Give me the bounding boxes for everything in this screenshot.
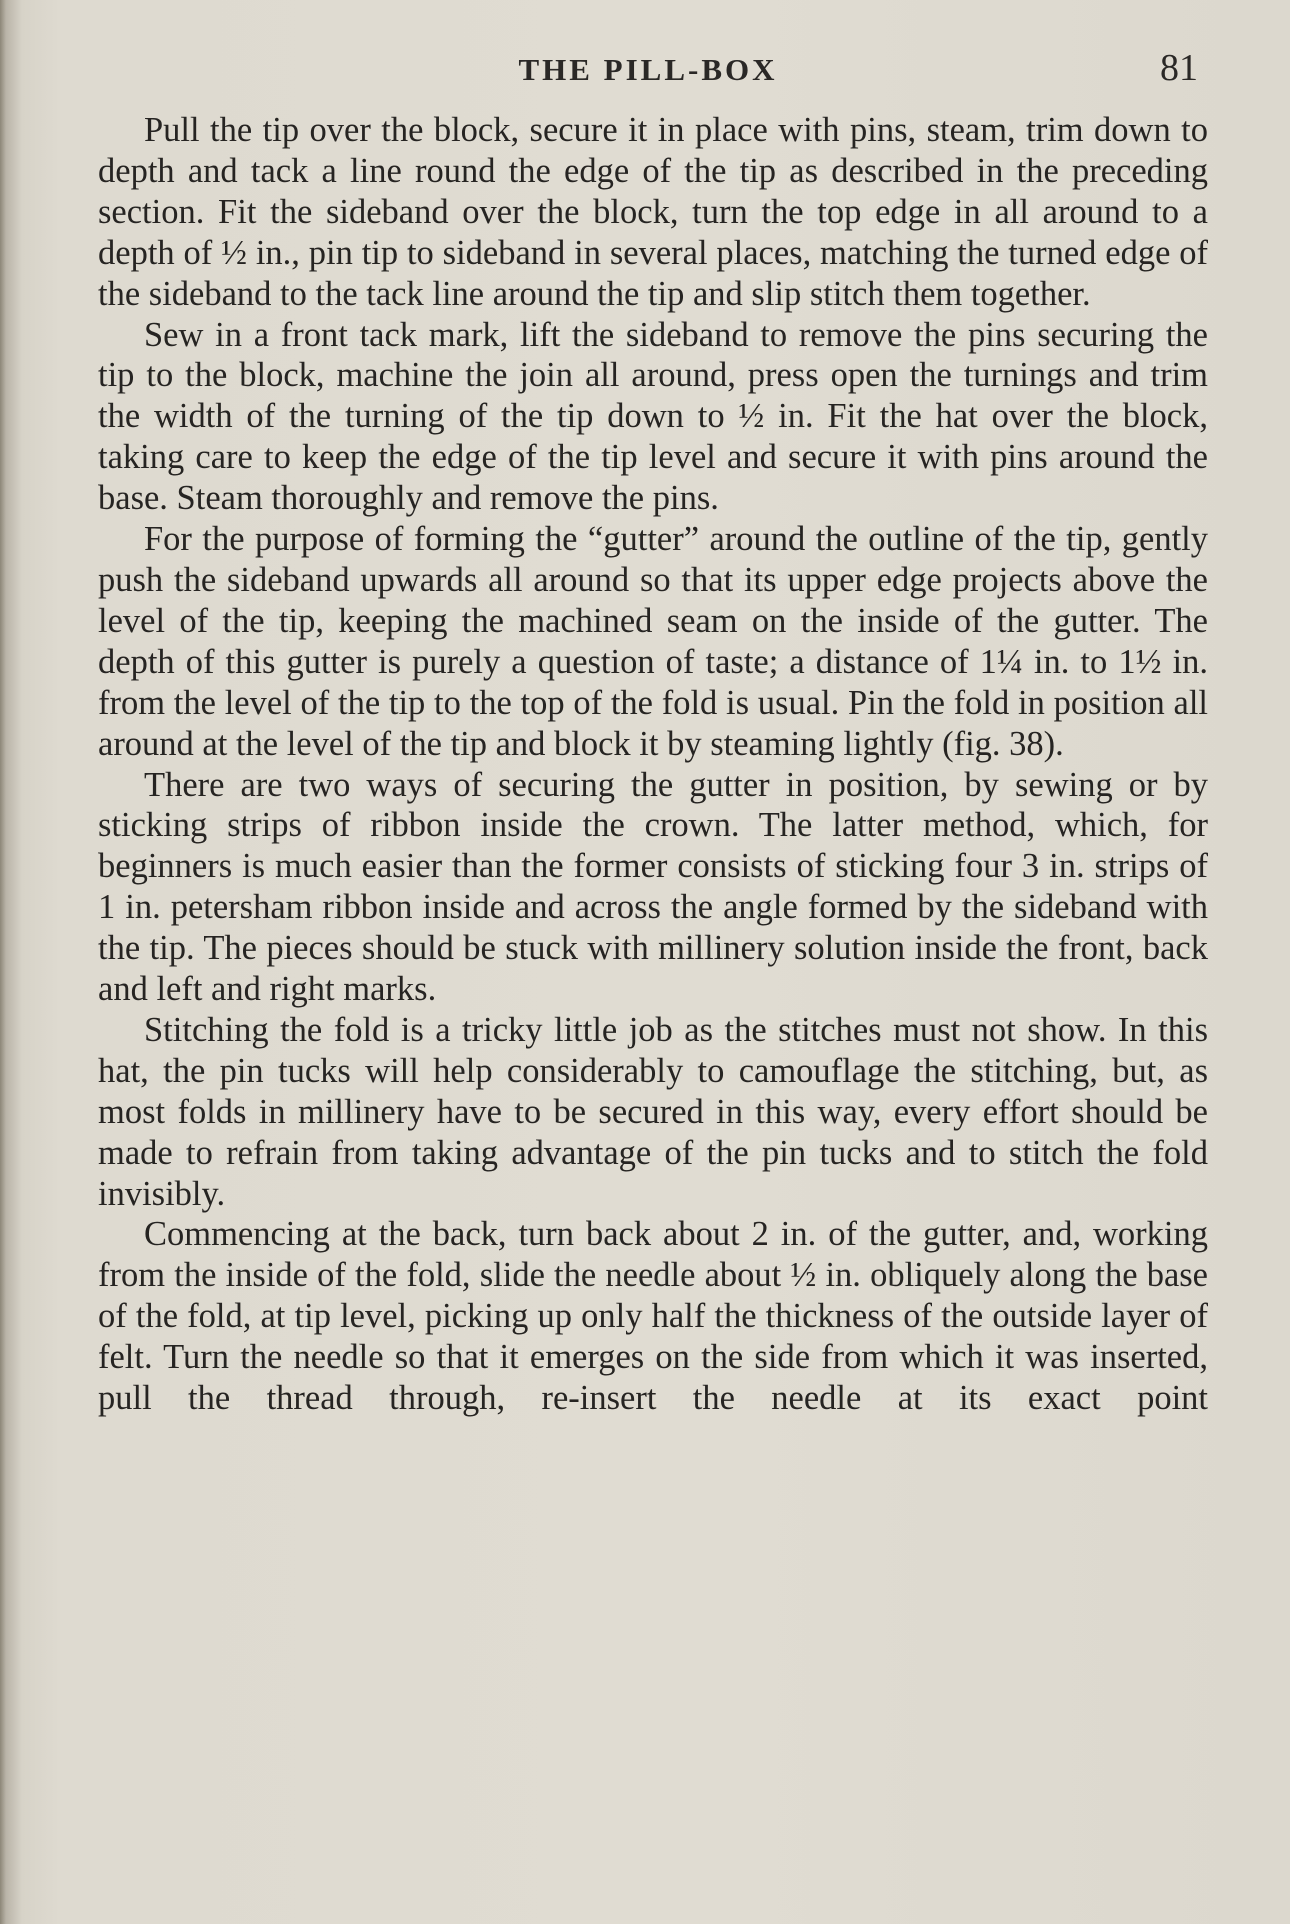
paragraph: For the purpose of forming the “gutter” around the outline of the tip, gently push the sideband upwards all around so that its upper edge projects above the level of the tip, keeping the machined seam on the inside of the gutter. The depth of this gutter is purely a question of taste; a distance of 1¼ in. to 1½ in. from the level of the tip to the top of the fold is usual. Pin the fold in position all around at the level of the tip and block it by steaming lightly (fig. 38). (98, 520, 1208, 763)
page-number: 81 (1160, 47, 1198, 89)
running-title: THE PILL-BOX (518, 52, 778, 87)
body-text (98, 110, 1208, 1419)
running-head (98, 46, 1198, 96)
paragraph: Commencing at the back, turn back about 2 in. of the gutter, and, working from the inside of the fold, slide the needle about ½ in. obliquely along the base of the fold, at tip level, picking up only half the thickness of the outside layer of felt. Turn the needle so that it emerges on the side from which it was inserted, pull the thread through, re-insert the needle at its exact point (98, 1215, 1208, 1418)
paragraph: Stitching the fold is a tricky little job as the stitches must not show. In this hat, the pin tucks will help considerably to camouflage the stitching, but, as most folds in millinery have to be secured in this way, every effort should be made to refrain from taking advantage of the pin tucks and to stitch the fold invisibly. (98, 1010, 1208, 1213)
paragraph: There are two ways of securing the gutter in position, by sewing or by sticking strips of ribbon inside the crown. The latter method, which, for beginners is much easier than the former consists of sticking four 3 in. strips of 1 in. petersham ribbon inside and across the angle formed by the sideband with the tip. The pieces should be stuck with millinery solution inside the front, back and left and right marks. (98, 765, 1208, 1009)
paragraph: Pull the tip over the block, secure it in place with pins, steam, trim down to depth and tack a line round the edge of the tip as described in the preceding section. Fit the sideband over the block, turn the top edge in all around to a depth of ½ in., pin tip to sideband in several places, matching the turned edge of the sideband to the tack line around the tip and slip stitch them together. (98, 111, 1208, 313)
paragraph: Sew in a front tack mark, lift the sideband to remove the pins securing the tip to the block, machine the join all around, press open the turnings and trim the width of the turning of the tip down to ½ in. Fit the hat over the block, taking care to keep the edge of the tip level and secure it with pins around the base. Steam thoroughly and remove the pins. (98, 315, 1208, 518)
